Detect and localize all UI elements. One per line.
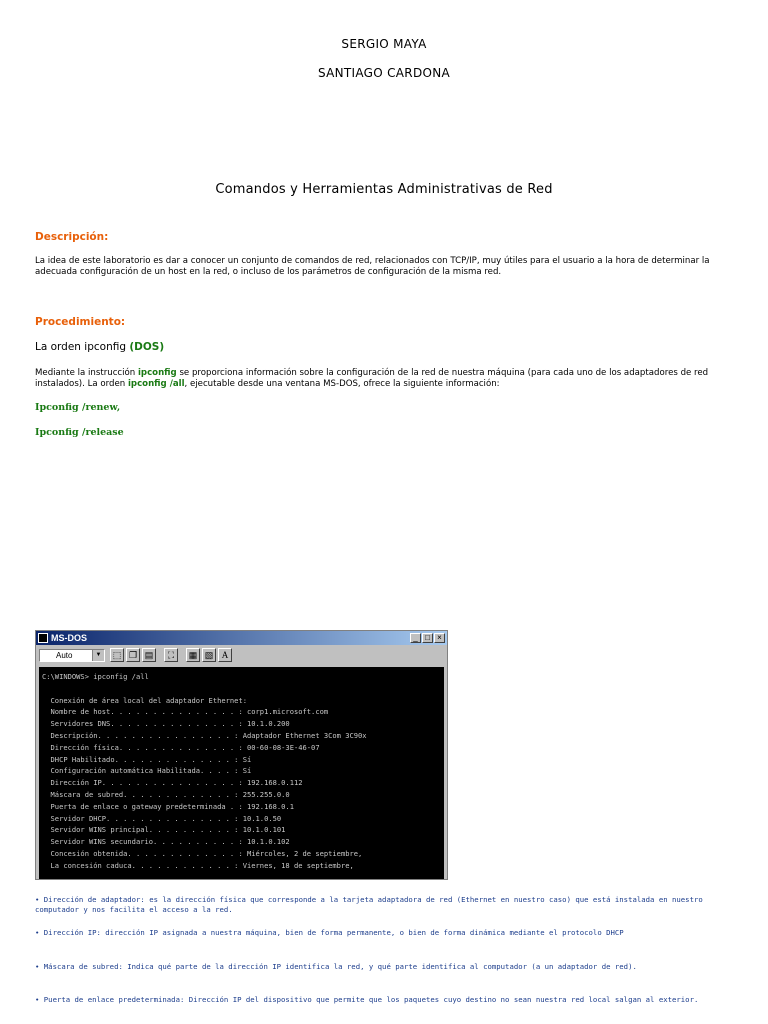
console-line: C:\WINDOWS> ipconfig /all xyxy=(42,672,149,681)
document-title: Comandos y Herramientas Administrativas de Red xyxy=(215,182,553,197)
definition-item: • Dirección de adaptador: es la dirección física que corresponde a la tarjeta adaptadora de red (Ethernet en nuestro caso) que está instalada en nuestro computador y nos facilita el acceso a la red. xyxy=(35,895,703,914)
console-line: Dirección física. . . . . . . . . . . . . . : 00-60-08-3E-46-07 xyxy=(42,742,320,752)
msdos-icon xyxy=(38,633,48,643)
paste-icon[interactable]: ▤ xyxy=(142,648,156,662)
definition-item: • Máscara de subred: Indica qué parte de la dirección IP identifica la red, y qué parte identifica al computador (a un adaptador de red). xyxy=(35,962,637,971)
console-line xyxy=(42,683,444,695)
procedure-heading: Procedimiento: xyxy=(35,316,126,328)
console-line: Servidor DHCP. . . . . . . . . . . . . . . : 10.1.0.50 xyxy=(42,813,282,823)
procedure-text xyxy=(35,368,735,390)
msdos-window xyxy=(35,630,448,880)
window-titlebar[interactable] xyxy=(36,631,447,645)
console-line: Puerta de enlace o gateway predeterminada . : 192.168.0.1 xyxy=(42,801,294,811)
ipconfig-heading-dos: (DOS) xyxy=(129,341,165,353)
definition-item: • Dirección IP: dirección IP asignada a nuestra máquina, bien de forma permanente, o bien de forma dinámica mediante el protocolo DHCP xyxy=(35,928,624,937)
window-toolbar xyxy=(36,645,447,665)
description-heading: Descripción: xyxy=(35,231,109,243)
maximize-button[interactable]: □ xyxy=(422,633,433,643)
fullscreen-icon[interactable]: ⛶ xyxy=(164,648,178,662)
command-renew: Ipconfig /renew, xyxy=(35,402,121,413)
procedure-command: ipconfig xyxy=(137,368,177,378)
ipconfig-heading-text: La orden ipconfig xyxy=(35,341,130,353)
console-line: Servidor WINS principal. . . . . . . . . . : 10.1.0.101 xyxy=(42,825,286,835)
procedure-text-part: Mediante la instrucción xyxy=(35,368,138,378)
console-line: Servidor WINS secundario. . . . . . . . . . : 10.1.0.102 xyxy=(42,837,290,847)
console-line: Descripción. . . . . . . . . . . . . . . . : Adaptador Ethernet 3Com 3C90x xyxy=(42,730,367,740)
font-size-value: Auto xyxy=(56,650,73,660)
procedure-text-part: , ejecutable desde una ventana MS-DOS, ofrece la siguiente información: xyxy=(184,379,500,389)
console-line: Concesión obtenida. . . . . . . . . . . . . : Miércoles, 2 de septiembre, xyxy=(42,848,363,858)
procedure-command: ipconfig /all xyxy=(127,379,185,389)
minimize-button[interactable]: _ xyxy=(410,633,421,643)
background-icon[interactable]: ▧ xyxy=(202,648,216,662)
console-line: Configuración automática Habilitada. . . . : Sí xyxy=(42,766,252,776)
properties-icon[interactable]: ▦ xyxy=(186,648,200,662)
console-line: Dirección IP. . . . . . . . . . . . . . . . : 192.168.0.112 xyxy=(42,778,303,788)
console-line: Máscara de subred. . . . . . . . . . . . . : 255.255.0.0 xyxy=(42,789,290,799)
close-button[interactable]: × xyxy=(434,633,445,643)
chevron-down-icon[interactable]: ▼ xyxy=(92,650,104,661)
mark-icon[interactable]: ⬚ xyxy=(110,648,124,662)
ipconfig-heading xyxy=(35,341,164,353)
console-output[interactable] xyxy=(39,667,444,879)
window-title: MS-DOS xyxy=(51,633,87,643)
definition-item: • Puerta de enlace predeterminada: Dirección IP del dispositivo que permite que los paquetes cuyo destino no sean nuestra red local salgan al exterior. xyxy=(35,995,699,1004)
author-name: SANTIAGO CARDONA xyxy=(317,66,451,80)
author-name: SERGIO MAYA xyxy=(341,37,427,51)
console-line: Conexión de área local del adaptador Ethernet: xyxy=(42,695,247,705)
copy-icon[interactable]: ❐ xyxy=(126,648,140,662)
font-size-select[interactable] xyxy=(39,649,105,662)
console-line: Servidores DNS. . . . . . . . . . . . . . . : 10.1.0.200 xyxy=(42,719,290,729)
description-text: La idea de este laboratorio es dar a conocer un conjunto de comandos de red, relacionados con TCP/IP, muy útiles para el usuario a la hora de determinar la adecuada configuración de un host en la red, o incluso de los parámetros de configuración de la misma red. xyxy=(35,256,710,277)
console-line: DHCP Habilitado. . . . . . . . . . . . . . : Sí xyxy=(42,754,252,764)
procedure-text-part: se proporciona información sobre la configuración de la red de nuestra máquina (para cada uno de los adaptadores de red instalados). La orden xyxy=(35,368,709,389)
console-line: Nombre de host. . . . . . . . . . . . . . . : corp1.microsoft.com xyxy=(42,707,329,717)
command-release: Ipconfig /release xyxy=(35,427,124,438)
console-line: La concesión caduca. . . . . . . . . . . . : Viernes, 18 de septiembre, xyxy=(42,860,354,870)
font-icon[interactable]: A xyxy=(218,648,232,662)
